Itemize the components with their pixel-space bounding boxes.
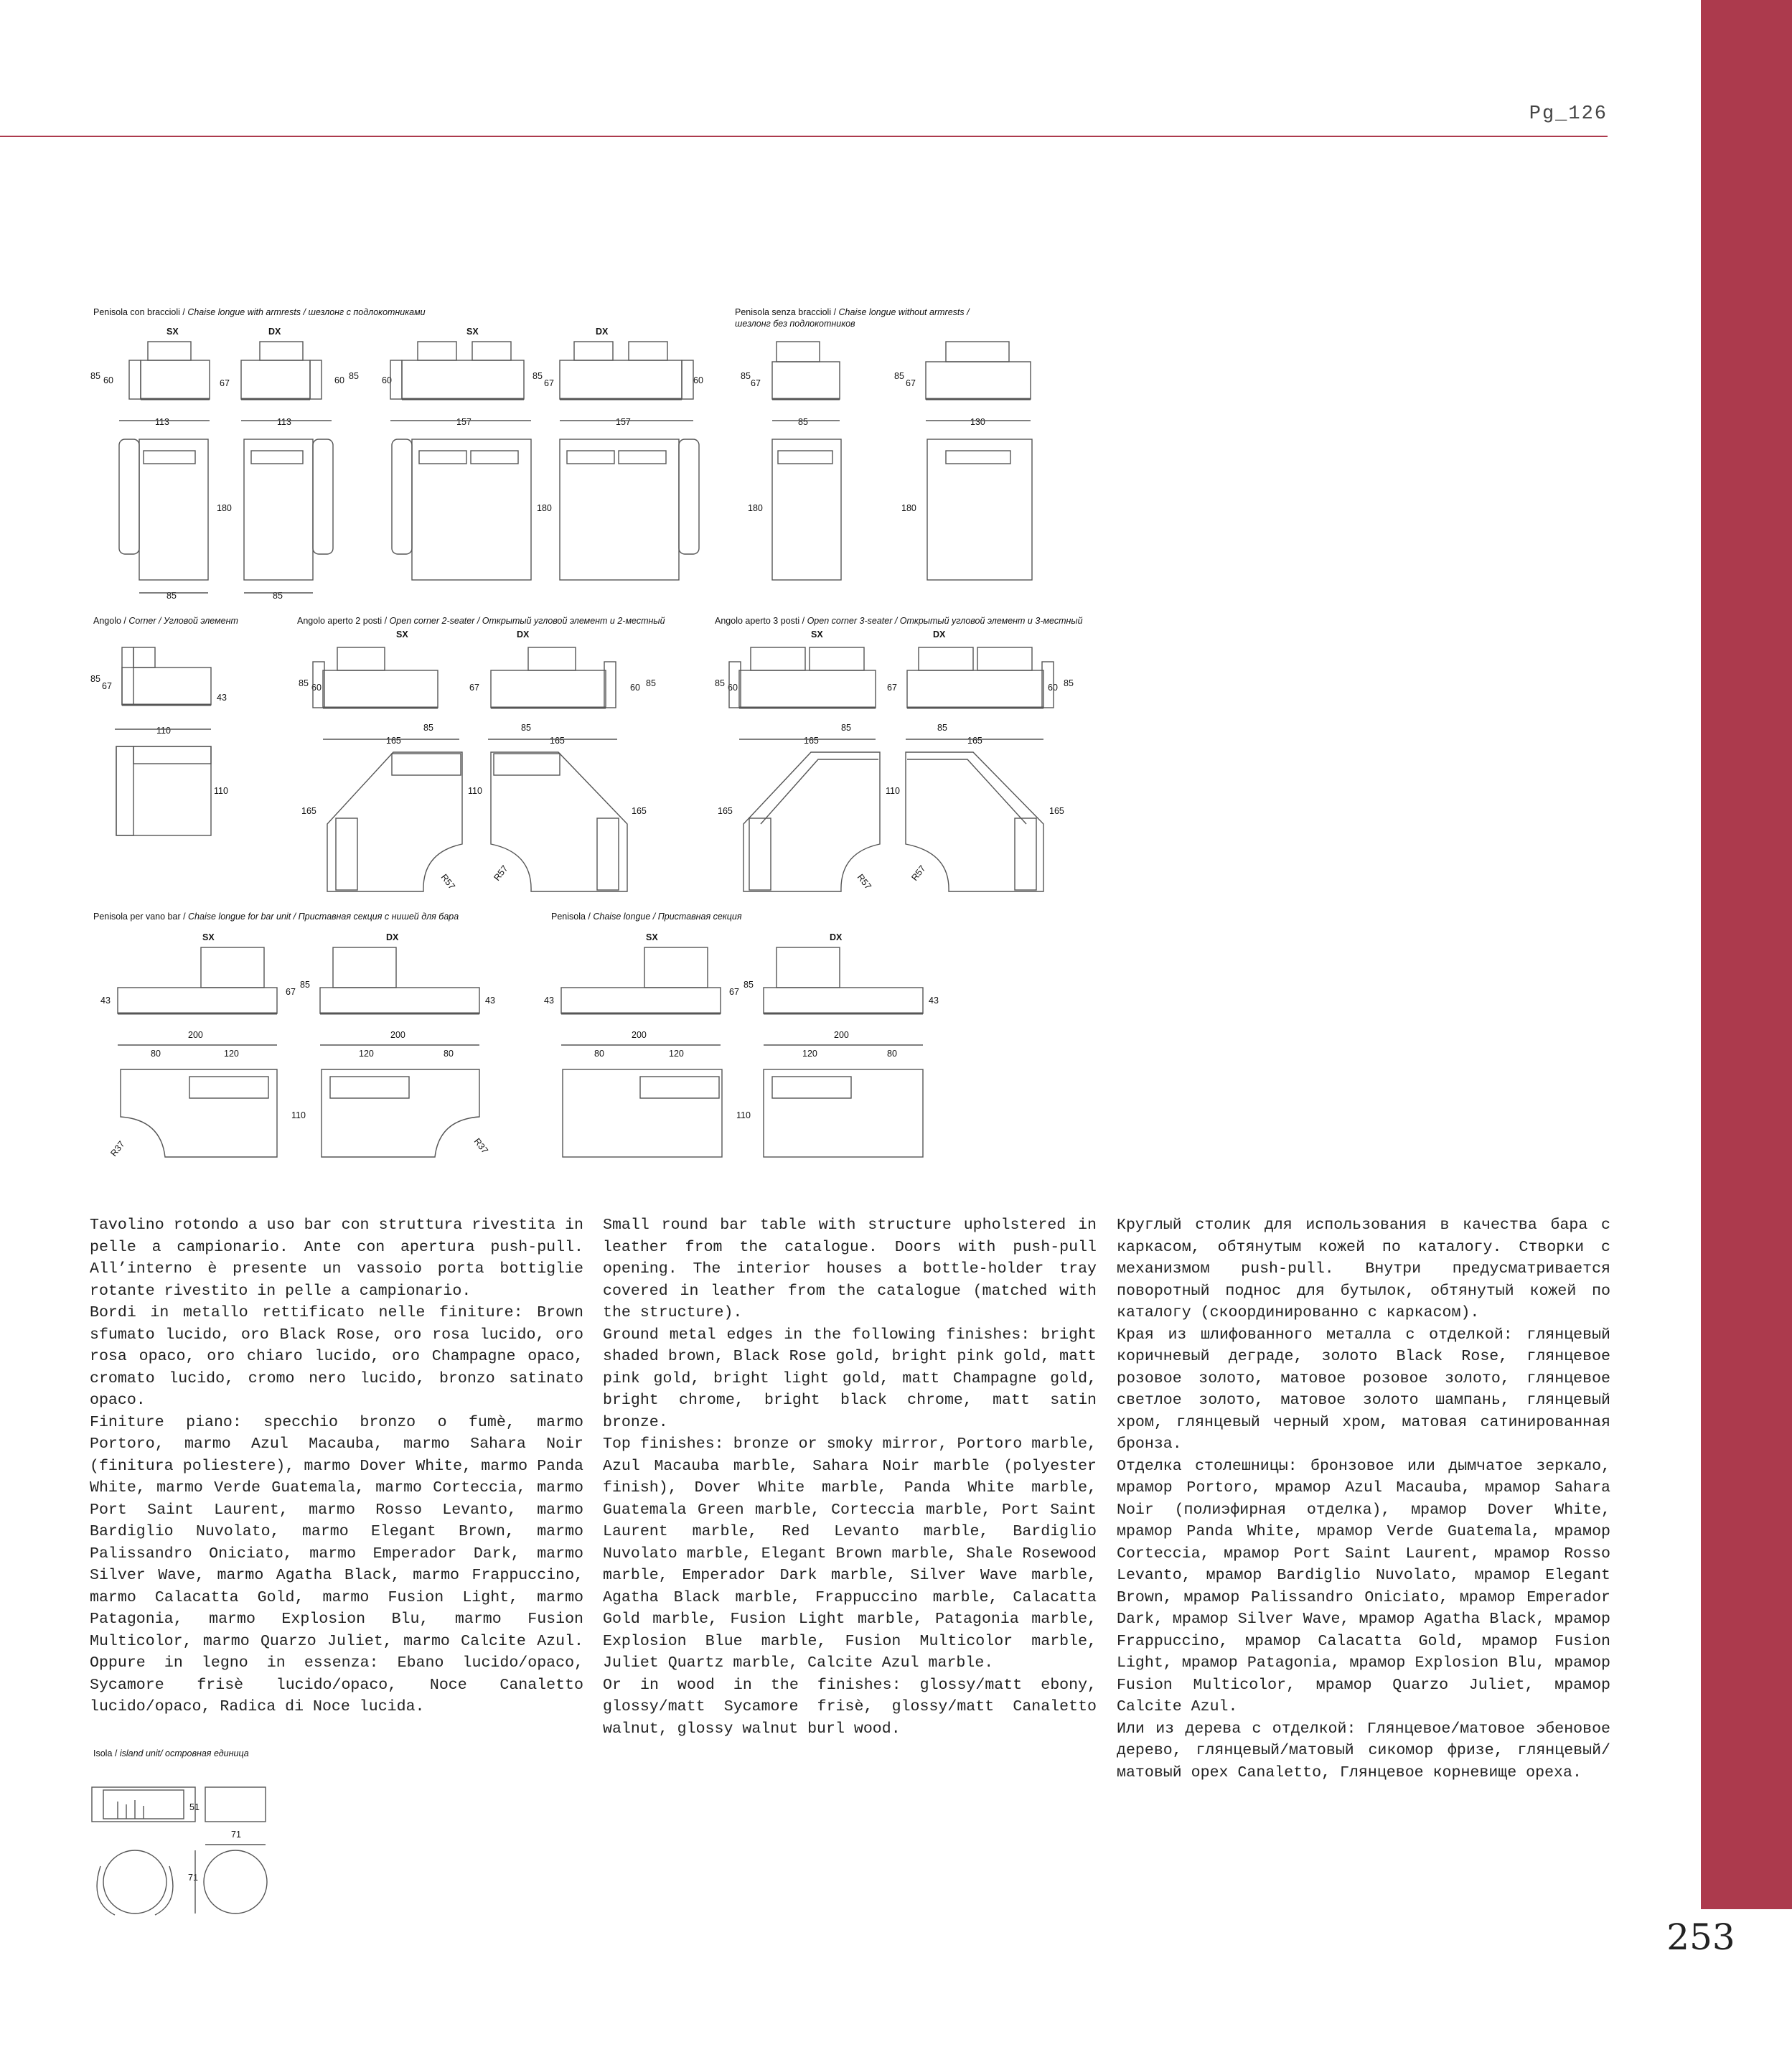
dim: R57 xyxy=(492,863,510,883)
paragraph: Top finishes: bronze or smoky mirror, Portoro marble, Azul Macauba marble, Sahara Noir marble (polyester finish), Dover White marble, Panda White marble, Guatemala Green marble, Corteccia marble, Port Saint Laurent marble, Red Levanto marble, Bardiglio Nuvolato marble, Elegant Brown marble, Shale Rosewood marble, Emperador Dark marble, Silver Wave marble, Agatha Black marble, Frappuccino marble, Calacatta Gold marble, Fusion Light marble, Patagonia marble, Explosion Blue marble, Fusion Multicolor marble, Juliet Quartz marble, Calcite Azul marble. xyxy=(603,1435,1097,1672)
dim: 85 xyxy=(743,980,754,990)
dim: 110 xyxy=(156,726,171,736)
caption-bar-unit: Penisola per vano bar / Chaise longue for bar unit / Приставная секция с нишей для бара xyxy=(93,912,459,922)
paragraph: Or in wood in the finishes: glossy/matt ebony, glossy/matt Sycamore frisè, glossy/matt Canaletto walnut, glossy walnut burl wood. xyxy=(603,1676,1097,1738)
dim: 60 xyxy=(334,375,344,385)
caption-corner: Angolo / Corner / Угловой элемент xyxy=(93,616,238,626)
paragraph: Или из дерева с отделкой: Глянцевое/матовое эбеновое дерево, глянцевый/матовый сикомор фризе, глянцевый/матовый орех Canaletto, Глянцевое корневище ореха. xyxy=(1117,1720,1610,1781)
dim: 67 xyxy=(544,378,554,388)
label-sx: SX xyxy=(646,932,658,942)
dim: 71 xyxy=(231,1830,241,1840)
caption-open-corner-3: Angolo aperto 3 posti / Open corner 3-seater / Открытый угловой элемент и 3-местный xyxy=(715,616,1083,626)
caption-chaise-longue: Penisola / Chaise longue / Приставная секция xyxy=(551,912,742,922)
dim: 110 xyxy=(736,1110,751,1120)
dim: 165 xyxy=(804,736,819,746)
dim: 60 xyxy=(630,683,640,693)
dim: 60 xyxy=(728,683,738,693)
dim: 67 xyxy=(286,987,296,997)
caption-chaise-armrests: Penisola con braccioli / Chaise longue with armrests / шезлонг с подлокотниками xyxy=(93,307,426,317)
dim: 130 xyxy=(970,417,985,427)
dim: 67 xyxy=(220,378,230,388)
dim: 165 xyxy=(967,736,982,746)
label-sx: SX xyxy=(166,327,179,337)
label-dx: DX xyxy=(517,629,530,640)
dim: 200 xyxy=(632,1030,647,1040)
dim: 165 xyxy=(550,736,565,746)
dim: 85 xyxy=(1064,678,1074,688)
text-column-russian xyxy=(1117,1214,1610,1784)
paragraph: Small round bar table with structure upholstered in leather from the catalogue. Doors with push-pull opening. The interior houses a bottle-holder tray covered in leather from the catalogue (matched with the structure). xyxy=(603,1217,1097,1321)
dim: 60 xyxy=(311,683,322,693)
dim: 67 xyxy=(887,683,897,693)
dim: 165 xyxy=(718,806,733,816)
dim: R57 xyxy=(855,872,873,891)
dim: R57 xyxy=(909,863,928,883)
dim: 113 xyxy=(277,417,291,427)
dim: 180 xyxy=(217,503,232,513)
dim: 157 xyxy=(616,417,631,427)
dim: 85 xyxy=(894,371,904,381)
dim: 200 xyxy=(834,1030,849,1040)
label-sx: SX xyxy=(202,932,215,942)
dim: 60 xyxy=(1048,683,1058,693)
label-dx: DX xyxy=(386,932,399,942)
label-dx: DX xyxy=(596,327,609,337)
dim: 85 xyxy=(715,678,725,688)
dim: 67 xyxy=(751,378,761,388)
dim: 165 xyxy=(632,806,647,816)
dim: 80 xyxy=(151,1049,161,1059)
dim: 85 xyxy=(299,678,309,688)
dim: 180 xyxy=(537,503,552,513)
dim: 43 xyxy=(929,996,939,1006)
dim: 80 xyxy=(594,1049,604,1059)
dim: 110 xyxy=(886,786,900,796)
dim: 180 xyxy=(901,503,916,513)
dim: 51 xyxy=(189,1802,200,1812)
dim: 120 xyxy=(669,1049,684,1059)
dim: 200 xyxy=(390,1030,405,1040)
dim: 67 xyxy=(729,987,739,997)
drawings-island xyxy=(92,1787,267,1915)
dim: 85 xyxy=(273,591,283,601)
dim: 43 xyxy=(544,996,554,1006)
paragraph: Bordi in metallo rettificato nelle finiture: Brown sfumato lucido, oro Black Rose, oro rosa lucido, oro rosa opaco, oro chiaro lucido, oro Champagne opaco, cromato lucido, cromo nero lucido, bronzo satinato opaco. xyxy=(90,1304,583,1409)
dim: 85 xyxy=(90,674,100,684)
paragraph: Края из шлифованного металла с отделкой: глянцевый коричневый деграде, золото Black Rose, глянцевое розовое золото, матовое розовое золото, глянцевое светлое золото, матовое золото шампань, глянцевый хром, глянцевый черный хром, матовая сатинированная бронза. xyxy=(1117,1326,1610,1453)
dim: 157 xyxy=(456,417,472,427)
dim: R37 xyxy=(108,1139,127,1158)
dim: 43 xyxy=(100,996,111,1006)
dim: 165 xyxy=(301,806,316,816)
dim: 85 xyxy=(90,371,100,381)
dim: 80 xyxy=(887,1049,897,1059)
page-label: Pg_126 xyxy=(1529,103,1608,125)
dim: 85 xyxy=(423,723,433,733)
dim: 85 xyxy=(937,723,947,733)
dim: R57 xyxy=(438,872,457,891)
dim: 110 xyxy=(291,1110,306,1120)
dim: 110 xyxy=(214,786,228,796)
dim: 180 xyxy=(748,503,763,513)
dim: 67 xyxy=(469,683,479,693)
dim: 85 xyxy=(349,371,359,381)
dim: 85 xyxy=(166,591,177,601)
dim: 165 xyxy=(1049,806,1064,816)
dim: R37 xyxy=(472,1136,490,1156)
dim: 60 xyxy=(382,375,392,385)
dim: 80 xyxy=(444,1049,454,1059)
dim: 85 xyxy=(646,678,656,688)
dim: 110 xyxy=(468,786,482,796)
dim: 71 xyxy=(188,1873,198,1883)
dim: 200 xyxy=(188,1030,203,1040)
caption-island: Isola / island unit/ островная единица xyxy=(93,1748,249,1758)
text-column-italian xyxy=(90,1214,583,1718)
label-sx: SX xyxy=(811,629,823,640)
dim: 113 xyxy=(155,417,169,427)
dim: 67 xyxy=(102,681,112,691)
dim: 85 xyxy=(533,371,543,381)
label-sx: SX xyxy=(466,327,479,337)
paragraph: Finiture piano: specchio bronzo o fumè, marmo Portoro, marmo Azul Macauba, marmo Sahara Noir (finitura poliestere), marmo Dover White, marmo Panda White, marmo Verde Guatemala, marmo Corteccia, marmo Port Saint Laurent, marmo Rosso Levanto, marmo Bardiglio Nuvolato, marmo Elegant Brown, marmo Palissandro Oniciato, marmo Emperador Dark, marmo Silver Wave, marmo Agatha Black, marmo Frappuccino, marmo Calacatta Gold, marmo Fusion Light, marmo Patagonia, marmo Explosion Blu, marmo Fusion Multicolor, marmo Quarzo Juliet, marmo Calcite Azul. Oppure in legno in essenza: Ebano lucido/opaco, Sycamore frisè lucido/opaco, Noce Canaletto lucido/opaco, Radica di Noce lucida. xyxy=(90,1413,583,1715)
caption-chaise-no-armrests-ru: шезлонг без подлокотников xyxy=(735,319,855,329)
dim: 120 xyxy=(359,1049,374,1059)
label-dx: DX xyxy=(933,629,946,640)
page-number: 253 xyxy=(1666,1916,1735,1958)
label-sx: SX xyxy=(396,629,408,640)
dim: 120 xyxy=(802,1049,817,1059)
text-column-english xyxy=(603,1214,1097,1740)
dim: 67 xyxy=(906,378,916,388)
paragraph: Отделка столешницы: бронзовое или дымчатое зеркало, мрамор Portoro, мрамор Azul Macauba, мрамор Sahara Noir (полиэфирная отделка), мрамор Dover White, мрамор Panda White, мрамор Verde Guatemala, мрамор Corteccia, мрамор Port Saint Laurent, мрамор Rosso Levanto, мрамор Bardiglio Nuvolato, мрамор Elegant Brown, мрамор Palissandro Oniciato, мрамор Emperador Dark, мрамор Silver Wave, мрамор Agatha Black, мрамор Frappuccino, мрамор Calacatta Gold, мрамор Fusion Light, мрамор Patagonia, мрамор Explosion Blu, мрамор Fusion Multicolor, мрамор Quarzo Juliet, мрамор Calcite Azul. xyxy=(1117,1457,1610,1715)
dim: 43 xyxy=(217,693,227,703)
dim: 85 xyxy=(798,417,808,427)
caption-chaise-no-armrests: Penisola senza braccioli / Chaise longue without armrests / xyxy=(735,307,970,317)
label-dx: DX xyxy=(268,327,281,337)
dim: 120 xyxy=(224,1049,239,1059)
paragraph: Tavolino rotondo a uso bar con struttura rivestita in pelle a campionario. Ante con apertura push-pull. All’interno è presente un vassoio porta bottiglie rotante rivestito in pelle a campionario. xyxy=(90,1217,583,1300)
dim: 60 xyxy=(103,375,113,385)
caption-open-corner-2: Angolo aperto 2 posti / Open corner 2-seater / Открытый угловой элемент и 2-местный xyxy=(297,616,665,626)
drawings-row-2 xyxy=(115,647,1054,891)
dim: 43 xyxy=(485,996,495,1006)
label-dx: DX xyxy=(830,932,843,942)
dim: 60 xyxy=(693,375,703,385)
dim: 85 xyxy=(841,723,851,733)
dim: 85 xyxy=(741,371,751,381)
paragraph: Круглый столик для использования в качества бара с каркасом, обтянутым кожей по каталогу. Створки с механизмом push-pull. Внутри предусматривается поворотный поднос для бутылок, обтянутый кожей по каталогу (скоординированно с каркасом). xyxy=(1117,1217,1610,1321)
dim: 165 xyxy=(386,736,401,746)
dim: 85 xyxy=(521,723,531,733)
dim: 85 xyxy=(300,980,310,990)
paragraph: Ground metal edges in the following finishes: bright shaded brown, Black Rose gold, bright pink gold, matt pink gold, bright light gold, matt Champagne gold, bright chrome, bright black chrome, matt satin bronze. xyxy=(603,1326,1097,1431)
